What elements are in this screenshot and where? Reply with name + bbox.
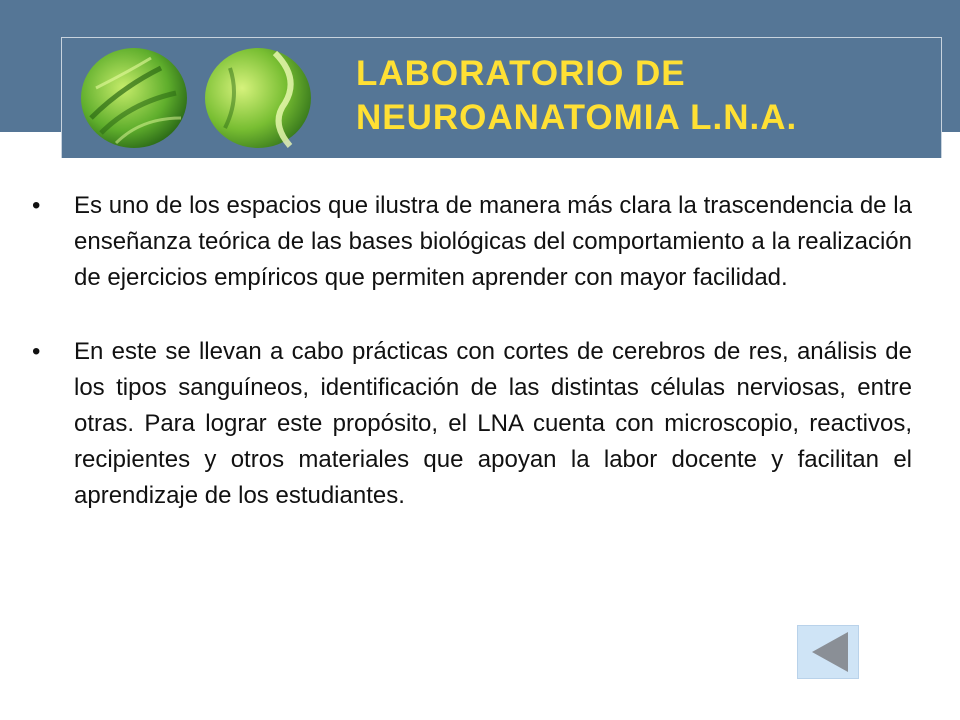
- title-line-2: NEUROANATOMIA L.N.A.: [356, 98, 798, 137]
- back-button[interactable]: [797, 625, 859, 679]
- bullet-list: [32, 188, 912, 552]
- list-item: [32, 334, 912, 514]
- title-line-1: LABORATORIO DE: [356, 54, 686, 93]
- green-leaf-image: [205, 48, 311, 148]
- green-leaf-image: [81, 48, 187, 148]
- bullet-text: Es uno de los espacios que ilustra de manera más clara la trascendencia de la enseñanza teórica de las bases biológicas del comportamiento a la realización de ejercicios empíricos que permiten aprender con mayor facilidad.: [74, 192, 912, 291]
- bullet-text: En este se llevan a cabo prácticas con cortes de cerebros de res, análisis de los tipos sanguíneos, identificación de las distintas células nerviosas, entre otras. Para lograr este propósito, el LNA cuenta con microscopio, reactivos, recipientes y otros materiales que apoyan la labor docente y facilitan el aprendizaje de los estudiantes.: [74, 338, 912, 509]
- page-title: [356, 52, 916, 140]
- triangle-left-icon: [798, 626, 858, 678]
- bullet-icon: •: [32, 338, 41, 365]
- bullet-icon: •: [32, 192, 41, 219]
- list-item: [32, 188, 912, 296]
